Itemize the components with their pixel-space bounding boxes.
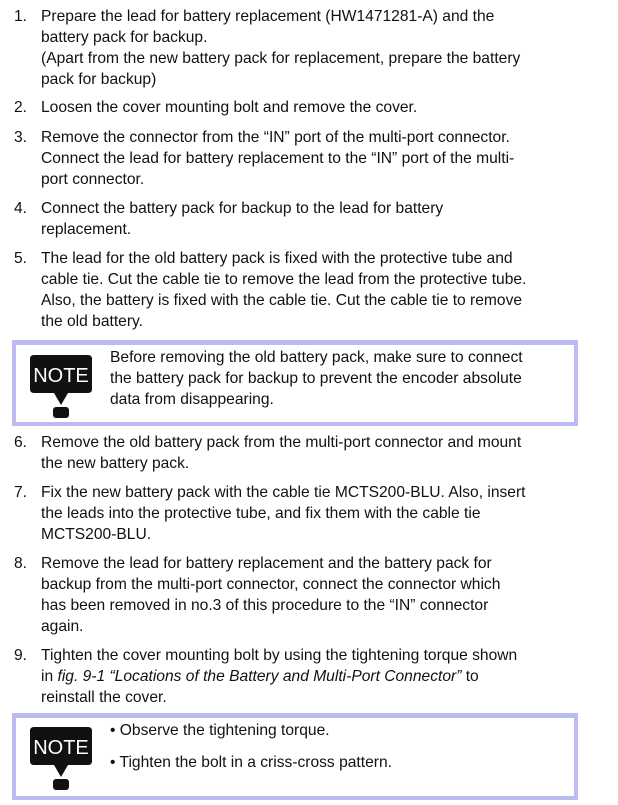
note-line: Before removing the old battery pack, make sure to connect (110, 349, 523, 366)
step-line (41, 666, 584, 687)
note-icon (26, 723, 96, 793)
step-line: the old battery. (41, 313, 143, 330)
step-line: the new battery pack. (41, 455, 190, 472)
note-bullet: • Observe the tightening torque. (110, 722, 330, 739)
step-line: Tighten the cover mounting bolt by using the tightening torque shown (41, 647, 518, 664)
step-line: the leads into the protective tube, and fix them with the cable tie (41, 505, 481, 522)
step-line: battery pack for backup. (41, 29, 208, 46)
note-line: the battery pack for backup to prevent the encoder absolute (110, 370, 522, 387)
step-7 (14, 482, 584, 545)
step-1 (14, 6, 584, 90)
step-line: has been removed in no.3 of this procedure to the “IN” connector (41, 597, 489, 614)
step-line: port connector. (41, 171, 145, 188)
step-9 (14, 645, 584, 708)
step-line: Connect the lead for battery replacement to the “IN” port of the multi- (41, 150, 515, 167)
step-line: Prepare the lead for battery replacement (HW1471281-A) and the (41, 8, 495, 25)
step-line: Loosen the cover mounting bolt and remove the cover. (41, 99, 418, 116)
step-number: 3. (14, 129, 28, 146)
step-2 (14, 97, 584, 118)
step-4 (14, 198, 584, 240)
note-box (12, 713, 578, 800)
step-line: (Apart from the new battery pack for replacement, prepare the battery (41, 50, 521, 67)
step-line: Remove the lead for battery replacement and the battery pack for (41, 555, 492, 572)
note-label: NOTE (33, 365, 89, 387)
step-line: backup from the multi-port connector, connect the connector which (41, 576, 501, 593)
figure-reference: fig. 9-1 “Locations of the Battery and Multi-Port Connector” (57, 668, 462, 685)
step-line: again. (41, 618, 84, 635)
step-number: 6. (14, 434, 28, 451)
step-line: pack for backup) (41, 71, 157, 88)
step-number: 7. (14, 484, 28, 501)
step-number: 8. (14, 555, 28, 572)
step-5 (14, 248, 584, 332)
step-number: 9. (14, 647, 28, 664)
step-text: to (461, 668, 479, 685)
note-box (12, 340, 578, 426)
step-line: Also, the battery is fixed with the cable tie. Cut the cable tie to remove (41, 292, 523, 309)
step-number: 4. (14, 200, 28, 217)
step-number: 2. (14, 99, 28, 116)
step-line: Remove the connector from the “IN” port of the multi-port connector. (41, 129, 510, 146)
step-line: MCTS200-BLU. (41, 526, 152, 543)
step-8 (14, 553, 584, 637)
step-line: Fix the new battery pack with the cable tie MCTS200-BLU. Also, insert (41, 484, 526, 501)
step-6 (14, 432, 584, 474)
step-number: 5. (14, 250, 28, 267)
step-number: 1. (14, 8, 28, 25)
step-text: in (41, 668, 58, 685)
note-icon (26, 351, 96, 421)
note-label: NOTE (33, 737, 89, 759)
step-3 (14, 127, 584, 190)
step-line: cable tie. Cut the cable tie to remove the lead from the protective tube. (41, 271, 527, 288)
step-line: reinstall the cover. (41, 689, 167, 706)
note-line: data from disappearing. (110, 391, 274, 408)
step-line: replacement. (41, 221, 132, 238)
step-line: Remove the old battery pack from the multi-port connector and mount (41, 434, 522, 451)
step-line: Connect the battery pack for backup to the lead for battery (41, 200, 444, 217)
note-bullet: • Tighten the bolt in a criss-cross pattern. (110, 754, 392, 771)
step-line: The lead for the old battery pack is fixed with the protective tube and (41, 250, 513, 267)
